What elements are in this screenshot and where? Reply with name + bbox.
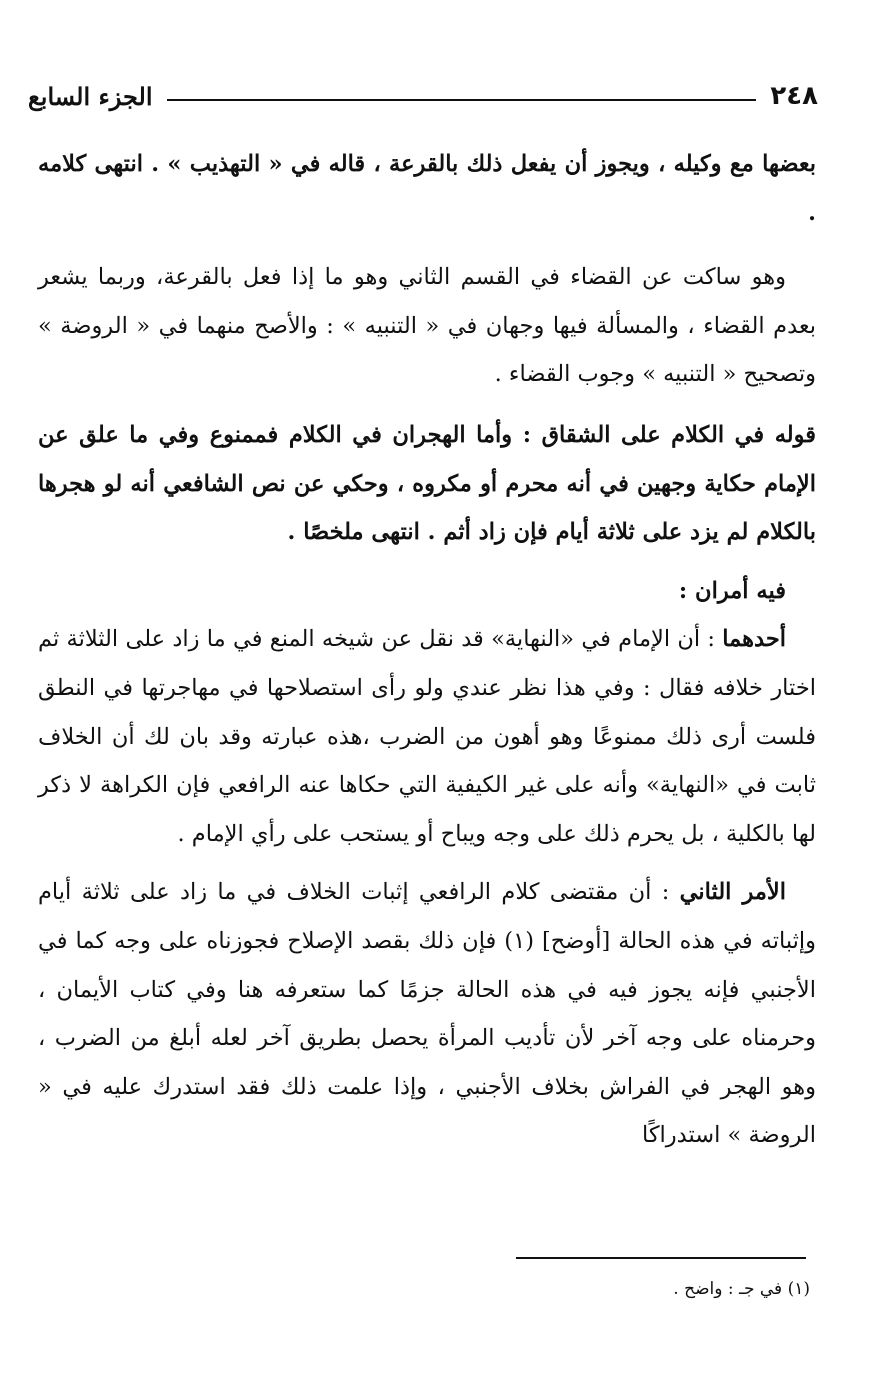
paragraph-commentary-qadaa xyxy=(38,253,816,399)
main-text xyxy=(38,140,816,1160)
paragraph-quote-tahdhib xyxy=(38,140,816,237)
paragraph-lead: الأمر الثاني xyxy=(679,879,786,906)
paragraph-text: : أن مقتضى كلام الرافعي إثبات الخلاف في ما زاد على ثلاثة أيام وإثباته في هذه الحالة [أوضح] (١) فإن ذلك بقصد الإصلاح فجوزناه على وجه كما في الأجنبي فإنه يجوز فيه في هذه الحالة جزمًا كما ستعرفه هنا وفي كتاب الأيمان ، وحرمناه على وجه آخر لأن تأديب المرأة يحصل بطريق آخر لعله أبلغ من الضرب ، وهو الهجر في الفراش بخلاف الأجنبي ، وإذا علمت ذلك فقد استدرك عليه في « الروضة » استدراكًا xyxy=(38,879,816,1149)
paragraph-second-matter xyxy=(38,868,816,1160)
paragraph-first-matter xyxy=(38,615,816,858)
paragraph-quote-shiqaq xyxy=(38,411,816,557)
paragraph-text: وهو ساكت عن القضاء في القسم الثاني وهو ما إذا فعل بالقرعة، وربما يشعر بعدم القضاء ، والمسألة فيها وجهان في « التنبيه » : والأصح منهما في « الروضة » وتصحيح « التنبيه » وجوب القضاء . xyxy=(38,264,816,388)
paragraph-text: فيه أمران : xyxy=(678,577,786,604)
paragraph-text: : أن الإمام في «النهاية» قد نقل عن شيخه المنع في ما زاد على الثلاثة ثم اختار خلافه فقال : وفي هذا نظر عندي ولو رأى استصلاحها في مهاجرتها في النطق فلست أرى ذلك ممنوعًا وهو أهون من الضرب ،هذه عبارته وقد بان لك أن الخلاف ثابت في «النهاية» وأنه على غير الكيفية التي حكاها عنه الرافعي فإن الكراهة لا ذكر لها بالكلية ، بل يحرم ذلك على وجه ويباح أو يستحب على رأي الإمام . xyxy=(38,626,816,847)
footnote xyxy=(400,1276,810,1302)
paragraph-two-matters xyxy=(38,567,816,616)
volume-title: الجزء السابع xyxy=(28,81,153,111)
paragraph-text: قوله في الكلام على الشقاق : وأما الهجران في الكلام فممنوع وفي ما علق عن الإمام حكاية وجهين في أنه محرم أو مكروه ، وحكي عن نص الشافعي أنه لو هجرها بالكلام لم يزد على ثلاثة أيام فإن زاد أثم . انتهى ملخصًا . xyxy=(38,421,816,546)
header-rule xyxy=(167,99,757,101)
footnote-text: (١) في جـ : واضح . xyxy=(673,1279,810,1299)
page-number: ٢٤٨ xyxy=(770,81,818,111)
footnote-rule xyxy=(516,1257,806,1259)
paragraph-text: بعضها مع وكيله ، ويجوز أن يفعل ذلك بالقرعة ، قاله في « التهذيب » . انتهى كلامه . xyxy=(38,151,816,226)
page-header xyxy=(28,76,818,116)
paragraph-lead: أحدهما xyxy=(722,626,786,653)
